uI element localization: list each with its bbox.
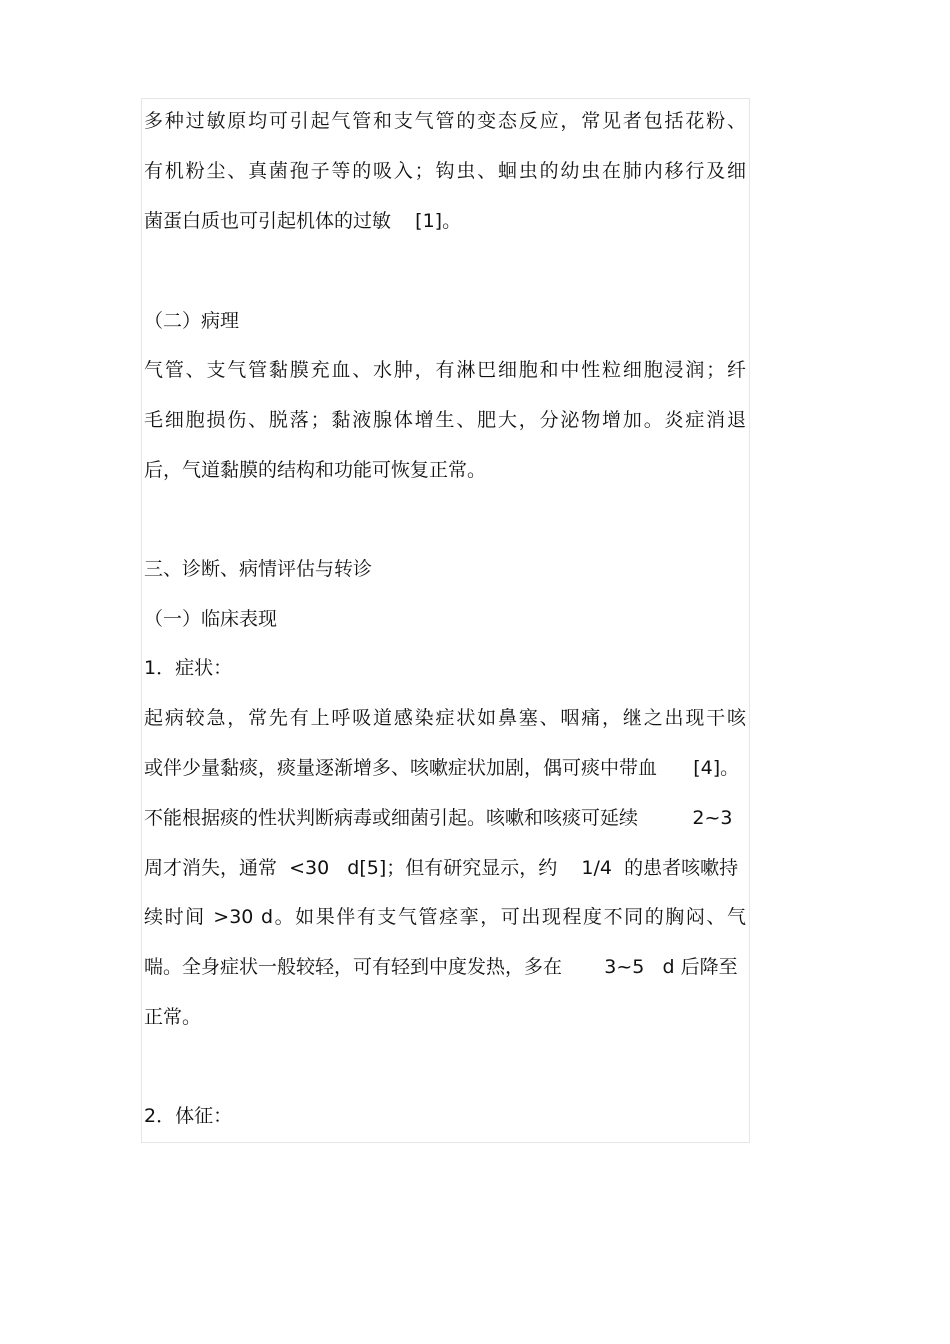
paragraph-allergen-line-1: 多种过敏原均可引起气管和支气管的变态反应，常见者包括花粉、 [144,110,746,132]
heading-symptoms: 1．症状： [144,657,233,679]
paragraph-allergen-line-3: 菌蛋白质也可引起机体的过敏 [1]。 [144,210,462,232]
paragraph-pathology-line-3: 后，气道黏膜的结构和功能可恢复正常。 [144,459,487,481]
heading-diagnosis: 三、诊断、病情评估与转诊 [144,558,373,580]
paragraph-symptoms-line-7: 正常。 [144,1006,202,1028]
paragraph-symptoms-line-1: 起病较急，常先有上呼吸道感染症状如鼻塞、咽痛，继之出现干咳 [144,707,746,729]
paragraph-symptoms-line-3: 不能根据痰的性状判断病毒或细菌引起。咳嗽和咳痰可延续 2~3 [144,807,733,829]
paragraph-symptoms-line-4: 周才消失，通常 <30 d[5]；但有研究显示，约 1/4 的患者咳嗽持 [144,857,739,879]
paragraph-pathology-line-2: 毛细胞损伤、脱落；黏液腺体增生、肥大，分泌物增加。炎症消退 [144,409,746,431]
paragraph-symptoms-line-6: 喘。全身症状一般较轻，可有轻到中度发热，多在 3~5 d 后降至 [144,956,738,978]
paragraph-allergen-line-2: 有机粉尘、真菌孢子等的吸入；钩虫、蛔虫的幼虫在肺内移行及细 [144,160,746,182]
paragraph-symptoms-line-5: 续时间 >30 d。如果伴有支气管痉挛，可出现程度不同的胸闷、气 [144,906,746,928]
heading-clinical-manifestation: （一）临床表现 [144,608,278,630]
paragraph-symptoms-line-2: 或伴少量黏痰，痰量逐渐增多、咳嗽症状加剧，偶可痰中带血 [4]。 [144,757,740,779]
paragraph-pathology-line-1: 气管、支气管黏膜充血、水肿，有淋巴细胞和中性粒细胞浸润；纤 [144,359,746,381]
heading-signs: 2．体征： [144,1105,233,1127]
heading-pathology: （二）病理 [144,310,240,332]
